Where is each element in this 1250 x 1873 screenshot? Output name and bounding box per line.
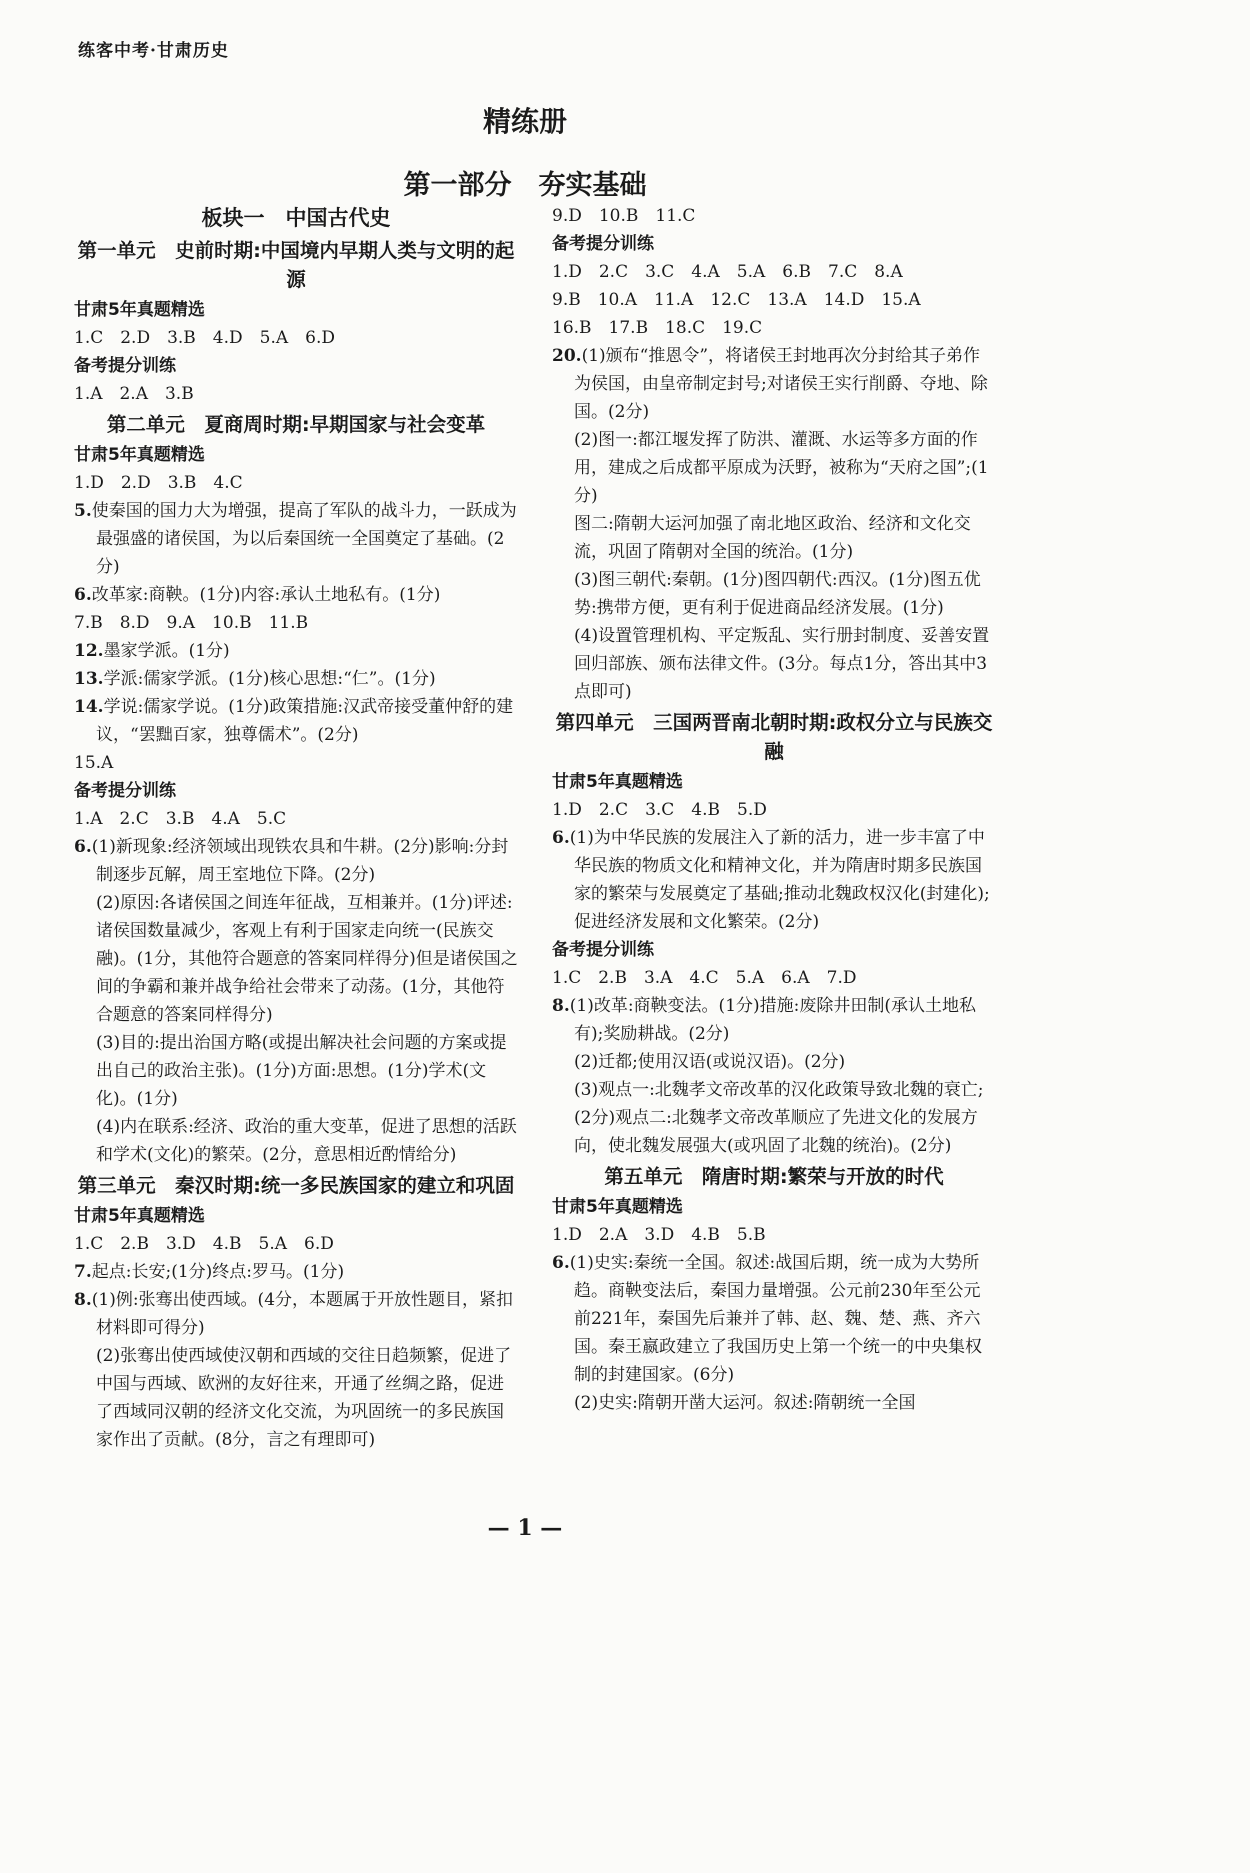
section-heading: 甘肃5年真题精选 <box>74 300 205 320</box>
question-answer <box>74 1286 518 1342</box>
running-header: 练客中考·甘肃历史 <box>78 41 229 61</box>
answer-row: 1.C 2.B 3.D 4.B 5.A 6.D <box>74 1234 334 1254</box>
answer-paragraph: (4)设置管理机构、平定叛乱、实行册封制度、妥善安置回归部族、颁布法律文件。(3分。每点1分，答出其中3点即可) <box>574 626 990 702</box>
answer-row: 1.D 2.C 3.C 4.B 5.D <box>552 800 767 820</box>
book-title: 精练册 <box>482 105 567 138</box>
question-number: 8. <box>74 1290 92 1310</box>
question-answer <box>74 497 518 581</box>
answer-text: 学派:儒家学派。(1分)核心思想:“仁”。(1分) <box>103 669 436 689</box>
section-heading: 甘肃5年真题精选 <box>552 1197 683 1217</box>
answer-paragraph: (2)史实:隋朝开凿大运河。叙述:隋朝统一全国 <box>574 1393 916 1413</box>
question-answer <box>552 992 996 1048</box>
answer-row: 1.A 2.C 3.B 4.A 5.C <box>74 809 287 829</box>
unit-heading: 第四单元 三国两晋南北朝时期:政权分立与民族交融 <box>555 711 993 763</box>
answer-text: (1)新现象:经济领域出现铁农具和牛耕。(2分)影响:分封制逐步瓦解，周王室地位下降。(2分) <box>91 837 509 885</box>
question-answer <box>74 637 518 665</box>
right-column <box>552 202 996 1417</box>
left-column <box>74 202 518 1454</box>
unit-heading: 第三单元 秦汉时期:统一多民族国家的建立和巩固 <box>77 1174 515 1197</box>
question-answer <box>74 665 518 693</box>
section-heading: 备考提分训练 <box>552 940 654 960</box>
answer-text: 学说:儒家学说。(1分)政策措施:汉武帝接受董仲舒的建议，“罢黜百家，独尊儒术”。(2分) <box>96 697 514 745</box>
answer-text: 墨家学派。(1分) <box>103 641 230 661</box>
answer-row: 9.D 10.B 11.C <box>552 206 696 226</box>
answer-text: 改革家:商鞅。(1分)内容:承认土地私有。(1分) <box>91 585 441 605</box>
answer-text: (1)颁布“推恩令”，将诸侯王封地再次分封给其子弟作为侯国，由皇帝制定封号;对诸侯王实行削爵、夺地、除国。(2分) <box>574 346 988 422</box>
answer-text: (1)史实:秦统一全国。叙述:战国后期，统一成为大势所趋。商鞅变法后，秦国力量增强。公元前230年至公元前221年，秦国先后兼并了韩、赵、魏、楚、燕、齐六国。秦王嬴政建立了我国历史上第一个统一的中央集权制的封建国家。(6分) <box>569 1253 982 1385</box>
question-answer <box>74 693 518 749</box>
question-number: 20. <box>552 346 582 366</box>
answer-paragraph: (2)迁都;使用汉语(或说汉语)。(2分) <box>574 1052 846 1072</box>
question-answer <box>552 824 996 936</box>
question-answer <box>552 342 996 426</box>
page-number: — 1 — <box>487 1515 563 1541</box>
answer-row: 15.A <box>74 753 114 773</box>
answer-paragraph: (2)图一:都江堰发挥了防洪、灌溉、水运等多方面的作用，建成之后成都平原成为沃野，被称为“天府之国”;(1分) <box>574 430 989 506</box>
question-number: 8. <box>552 996 570 1016</box>
answer-paragraph: (3)图三朝代:秦朝。(1分)图四朝代:西汉。(1分)图五优势:携带方便，更有利于促进商品经济发展。(1分) <box>574 570 981 618</box>
answer-row: 1.D 2.D 3.B 4.C <box>74 473 243 493</box>
part-title: 第一部分 夯实基础 <box>403 170 647 201</box>
section-heading: 备考提分训练 <box>552 234 654 254</box>
question-answer <box>74 581 518 609</box>
section-heading: 甘肃5年真题精选 <box>74 445 205 465</box>
answer-row: 1.D 2.C 3.C 4.A 5.A 6.B 7.C 8.A <box>552 262 903 282</box>
question-number: 6. <box>552 828 570 848</box>
question-number: 7. <box>74 1262 92 1282</box>
answer-paragraph: (2)原因:各诸侯国之间连年征战，互相兼并。(1分)评述:诸侯国数量减少，客观上有利于国家走向统一(民族交融)。(1分，其他符合题意的答案同样得分)但是诸侯国之间的争霸和兼并战争给社会带来了动荡。(1分，其他符合题意的答案同样得分) <box>96 893 518 1025</box>
answer-row: 1.A 2.A 3.B <box>74 384 194 404</box>
answer-paragraph: (3)观点一:北魏孝文帝改革的汉化政策导致北魏的衰亡;(2分)观点二:北魏孝文帝改革顺应了先进文化的发展方向，使北魏发展强大(或巩固了北魏的统治)。(2分) <box>574 1080 984 1156</box>
answer-paragraph: 图二:隋朝大运河加强了南北地区政治、经济和文化交流，巩固了隋朝对全国的统治。(1分) <box>574 514 971 562</box>
question-number: 5. <box>74 501 92 521</box>
answer-row: 1.C 2.D 3.B 4.D 5.A 6.D <box>74 328 335 348</box>
answer-text: (1)例:张骞出使西域。(4分，本题属于开放性题目，紧扣材料即可得分) <box>91 1290 514 1338</box>
unit-heading: 第二单元 夏商周时期:早期国家与社会变革 <box>106 413 486 436</box>
answer-text: (1)为中华民族的发展注入了新的活力，进一步丰富了中华民族的物质文化和精神文化，并为隋唐时期多民族国家的繁荣与发展奠定了基础;推动北魏政权汉化(封建化);促进经济发展和文化繁荣。(2分) <box>569 828 990 932</box>
answer-row: 1.C 2.B 3.A 4.C 5.A 6.A 7.D <box>552 968 857 988</box>
question-number: 6. <box>552 1253 570 1273</box>
question-number: 13. <box>74 669 104 689</box>
question-number: 6. <box>74 837 92 857</box>
answer-text: 起点:长安;(1分)终点:罗马。(1分) <box>91 1262 345 1282</box>
question-answer <box>552 1249 996 1389</box>
unit-heading: 第五单元 隋唐时期:繁荣与开放的时代 <box>604 1165 944 1188</box>
section-heading: 备考提分训练 <box>74 781 176 801</box>
answer-row: 7.B 8.D 9.A 10.B 11.B <box>74 613 309 633</box>
answer-paragraph: (3)目的:提出治国方略(或提出解决社会问题的方案或提出自己的政治主张)。(1分)方面:思想。(1分)学术(文化)。(1分) <box>96 1033 507 1109</box>
question-number: 12. <box>74 641 104 661</box>
answer-row: 16.B 17.B 18.C 19.C <box>552 318 763 338</box>
answer-paragraph: (2)张骞出使西域使汉朝和西域的交往日趋频繁，促进了中国与西域、欧洲的友好往来，开通了丝绸之路，促进了西域同汉朝的经济文化交流，为巩固统一的多民族国家作出了贡献。(8分，言之有理即可) <box>96 1346 512 1450</box>
question-number: 6. <box>74 585 92 605</box>
section-heading: 甘肃5年真题精选 <box>552 772 683 792</box>
section-heading: 甘肃5年真题精选 <box>74 1206 205 1226</box>
section-heading: 备考提分训练 <box>74 356 176 376</box>
answer-row: 9.B 10.A 11.A 12.C 13.A 14.D 15.A <box>552 290 921 310</box>
answer-text: 使秦国的国力大为增强，提高了军队的战斗力，一跃成为最强盛的诸侯国，为以后秦国统一全国奠定了基础。(2分) <box>91 501 517 577</box>
unit-heading: 第一单元 史前时期:中国境内早期人类与文明的起源 <box>77 239 515 291</box>
answer-paragraph: (4)内在联系:经济、政治的重大变革，促进了思想的活跃和学术(文化)的繁荣。(2分，意思相近酌情给分) <box>96 1117 517 1165</box>
question-number: 14. <box>74 697 104 717</box>
question-answer <box>74 833 518 889</box>
answer-text: (1)改革:商鞅变法。(1分)措施:废除井田制(承认土地私有);奖励耕战。(2分) <box>569 996 976 1044</box>
answer-row: 1.D 2.A 3.D 4.B 5.B <box>552 1225 766 1245</box>
block-heading: 板块一 中国古代史 <box>201 206 391 230</box>
question-answer <box>74 1258 518 1286</box>
